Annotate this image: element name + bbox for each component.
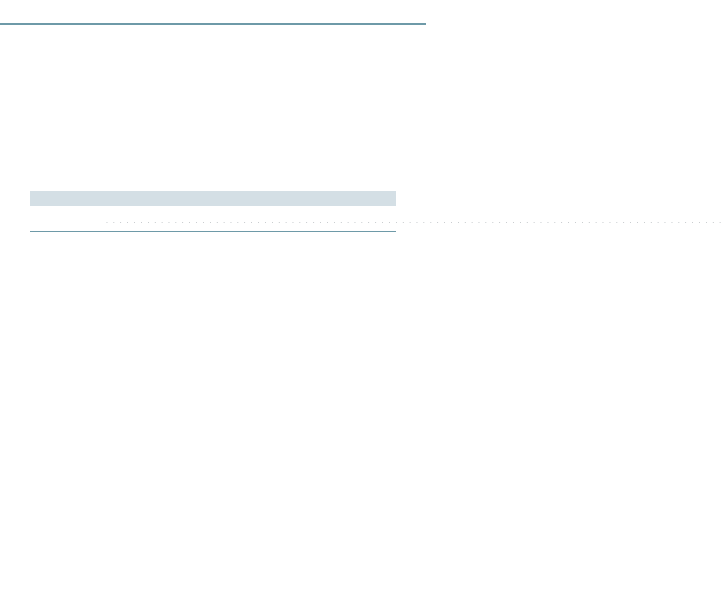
header-rule <box>0 23 426 25</box>
chapter-band <box>30 191 396 206</box>
chapter-leader-dots: . . . . . . . . . . . . . . . . . . . . . . . . . . . . . . . . . . . . . . . . . . . . . . . . . . . . . . . . . . . . . . . . . . . . . . . . . . . . . . . . . . . . . . . . . . <box>106 218 723 225</box>
chapter-rule <box>30 231 396 232</box>
